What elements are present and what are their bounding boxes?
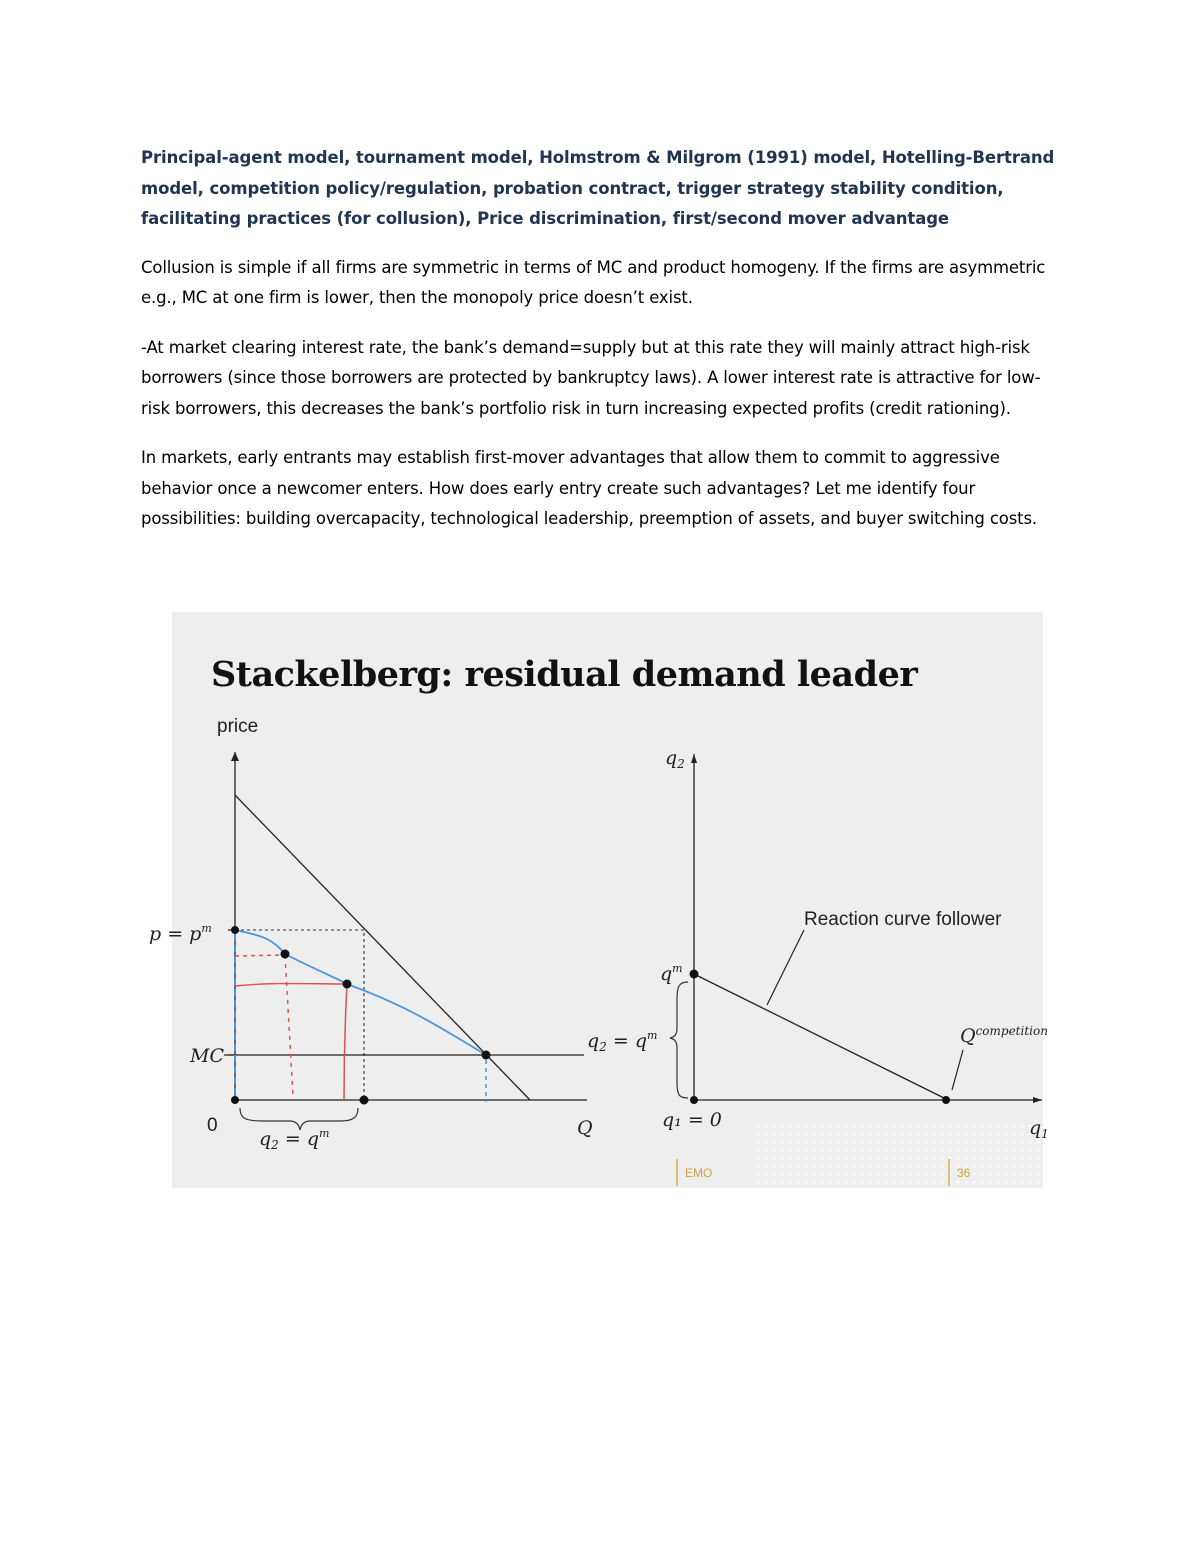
point-origin — [231, 1096, 239, 1104]
left-origin-label: 0 — [207, 1115, 218, 1136]
paragraph-collusion: Collusion is simple if all firms are symmetric in terms of MC and product homogeny. If the firms are asymmetric e.g., MC at one firm is lower, then the monopoly price doesn’t exist. — [141, 257, 1046, 307]
reaction-curve-pointer — [767, 930, 804, 1005]
reaction-curve-line — [694, 974, 946, 1099]
red-vertical-line — [344, 984, 347, 1099]
point-residual-1 — [281, 950, 290, 959]
point-leader-quantity — [360, 1096, 369, 1105]
point-competitive — [482, 1051, 491, 1060]
point-competition — [942, 1096, 950, 1104]
stackelberg-slide-image — [149, 612, 1049, 1188]
topic-heading: Principal-agent model, tournament model, Holmstrom & Milgrom (1991) model, Hotelling-Bertrand model, competition policy/regulation, probation contract, trigger strategy stability condition, facilitating practices (for collusion), Price discrimination, first/second mover advantage — [141, 148, 1055, 228]
red-dashed-horizontal — [235, 955, 285, 956]
q2-axis-label: $q_2$ — [665, 747, 685, 771]
q2-equals-qm-label: $q_2 = q^m$ — [587, 1029, 658, 1054]
point-residual-2 — [343, 980, 352, 989]
price-axis-label: price — [217, 716, 259, 737]
residual-demand-curve — [235, 930, 486, 1055]
footer-emo: EMO — [685, 1166, 713, 1180]
dot-pattern-decoration — [757, 1122, 1043, 1188]
leader-quantity-label: $q_2 = q^m$ — [259, 1127, 330, 1152]
footer-page-number: 36 — [957, 1166, 971, 1180]
q1-axis-label: $q_1$ — [1029, 1117, 1049, 1141]
qm-label: $q^m$ — [660, 962, 683, 985]
competition-label: $Q^{competition}$ — [960, 1024, 1048, 1047]
reaction-curve-label: Reaction curve follower — [804, 909, 1002, 930]
paragraph-first-mover: In markets, early entrants may establish first-mover advantages that allow them to commit to aggressive behavior once a newcomer enters. How does early entry create such advantages? Let me identify four possibilities: building overcapacity, technological leadership, preemption of assets, and buyer switching costs. — [141, 448, 1038, 528]
red-dashed-vertical — [285, 955, 293, 1096]
mc-label: MC — [190, 1045, 224, 1067]
paragraph-credit-rationing: -At market clearing interest rate, the bank’s demand=supply but at this rate they will mainly attract high-risk borrowers (since those borrowers are protected by bankruptcy laws). A lower interest rate is attractive for low-risk borrowers, this decreases the bank’s portfolio risk in turn increasing expected profits (credit rationing). — [141, 337, 1041, 418]
right-origin-label: q₁ = 0 — [662, 1109, 722, 1131]
slide-title: Stackelberg: residual demand leader — [211, 654, 918, 695]
q2-brace — [670, 982, 688, 1098]
document-body — [141, 143, 1056, 554]
red-horizontal-line — [235, 984, 347, 987]
q-axis-label: Q — [577, 1117, 593, 1139]
point-qm — [690, 970, 699, 979]
competition-pointer — [952, 1050, 963, 1090]
monopoly-price-label: $p = p^m$ — [149, 922, 212, 945]
point-right-origin — [690, 1096, 698, 1104]
point-monopoly-price — [231, 926, 239, 934]
stackelberg-diagram — [172, 612, 1043, 1188]
